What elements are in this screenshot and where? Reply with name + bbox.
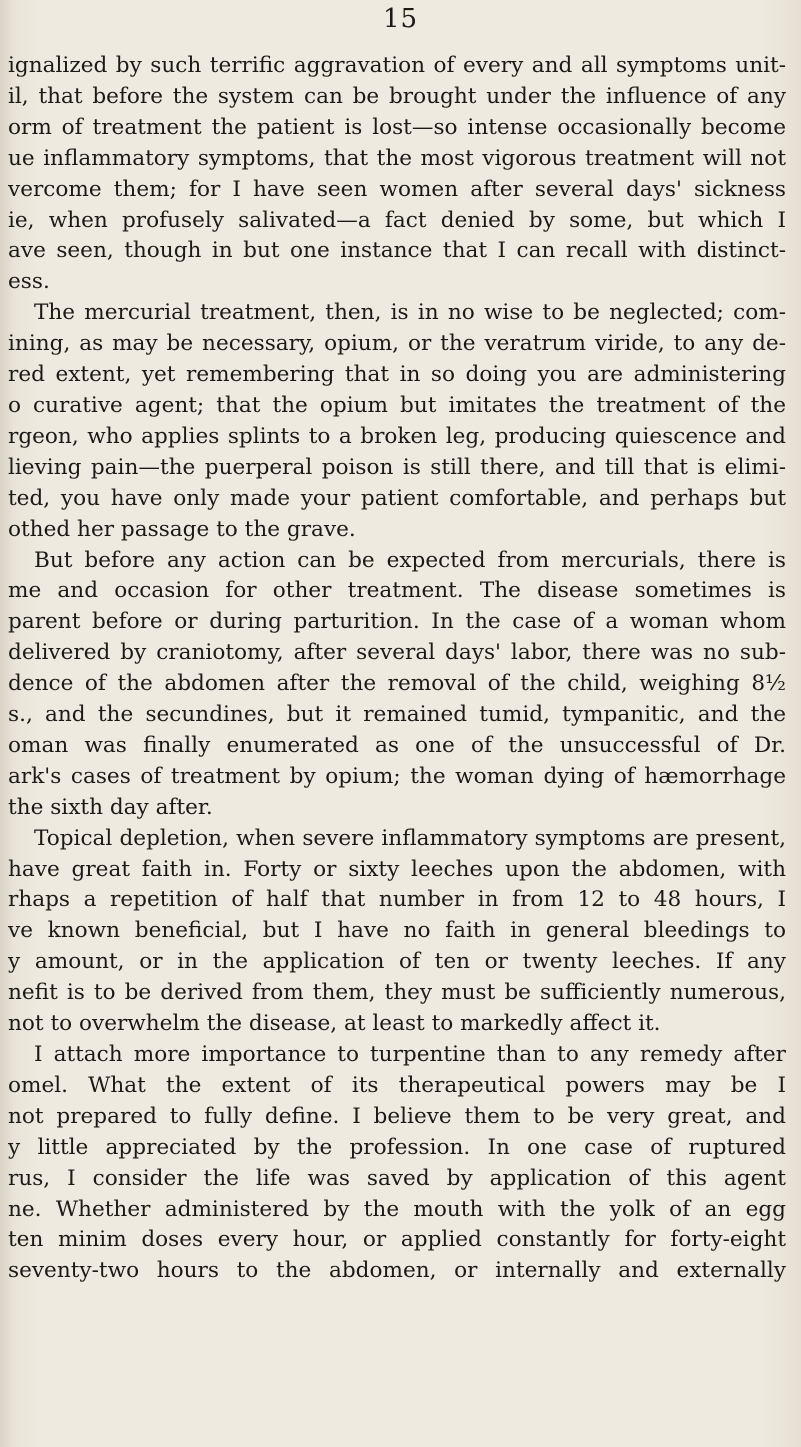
text-line: ining, as may be necessary, opium, or the veratrum viride, to any de- [8,331,786,357]
text-line: vercome them; for I have seen women after several days' sickness [8,176,786,202]
text-line: ave seen, though in but one instance that I can recall with distinct- [8,238,786,264]
text-line: y little appreciated by the profession. In one case of ruptured [8,1134,786,1160]
text-line: ve known beneficial, but I have no faith in general bleedings to [8,918,786,944]
paragraph-1 [8,51,786,298]
text-line: s., and the secundines, but it remained tumid, tympanitic, and the [8,702,786,728]
text-line: have great faith in. Forty or sixty leeches upon the abdomen, with [8,856,786,882]
text-line: ten minim doses every hour, or applied constantly for forty-eight [8,1227,786,1253]
text-line: o curative agent; that the opium but imitates the treatment of the [8,392,786,418]
paragraph-5 [8,1040,786,1287]
paragraph-3 [8,546,786,824]
text-line: I attach more importance to turpentine than to any remedy after [34,1042,786,1067]
text-line: ignalized by such terrific aggravation of every and all symptoms unit- [8,53,786,78]
text-line: rhaps a repetition of half that number in from 12 to 48 hours, I [8,887,786,913]
text-line: ess. [8,269,50,295]
text-line: seventy-two hours to the abdomen, or internally and externally [8,1258,786,1284]
text-line: me and occasion for other treatment. The disease sometimes is [8,578,786,604]
paragraph-2 [8,298,786,545]
paragraph-4 [8,824,786,1040]
text-line: othed her passage to the grave. [8,516,356,542]
text-line: nefit is to be derived from them, they must be sufficiently numerous, [8,980,786,1006]
body-text [8,51,786,1287]
text-line: But before any action can be expected from mercurials, there is [34,547,786,573]
text-line: orm of treatment the patient is lost—so intense occasionally become [8,114,786,140]
text-line: The mercurial treatment, then, is in no wise to be neglected; com- [34,300,786,326]
text-line: oman was finally enumerated as one of the unsuccessful of Dr. [8,732,786,758]
text-line: lieving pain—the puerperal poison is still there, and till that is elimi- [8,454,786,480]
text-line: Topical depletion, when severe inflammatory symptoms are present, [34,825,786,851]
text-line: ne. Whether administered by the mouth with the yolk of an egg [8,1196,786,1222]
text-line: rgeon, who applies splints to a broken leg, producing quiescence and [8,423,786,449]
text-line: dence of the abdomen after the removal of the child, weighing 8½ [8,671,786,697]
text-line: red extent, yet remembering that in so doing you are administering [8,362,786,388]
text-line: il, that before the system can be brought under the influence of any [8,83,786,109]
text-line: parent before or during parturition. In the case of a woman whom [8,609,786,635]
text-line: delivered by craniotomy, after several days' labor, there was no sub- [8,640,786,666]
text-line: ie, when profusely salivated—a fact denied by some, but which I [8,207,786,233]
text-line: ted, you have only made your patient comfortable, and perhaps but [8,485,786,511]
text-line: y amount, or in the application of ten or twenty leeches. If any [8,949,786,975]
text-line: ark's cases of treatment by opium; the woman dying of hæmorrhage [8,763,786,789]
text-line: ue inflammatory symptoms, that the most vigorous treatment will not [8,145,786,171]
text-line: the sixth day after. [8,794,213,820]
text-line: not prepared to fully define. I believe them to be very great, and [8,1103,786,1129]
page-number: 15 [382,4,419,34]
text-line: rus, I consider the life was saved by application of this agent [8,1165,786,1191]
text-line: not to overwhelm the disease, at least to markedly affect it. [8,1011,661,1037]
text-line: omel. What the extent of its therapeutical powers may be I [8,1072,786,1098]
